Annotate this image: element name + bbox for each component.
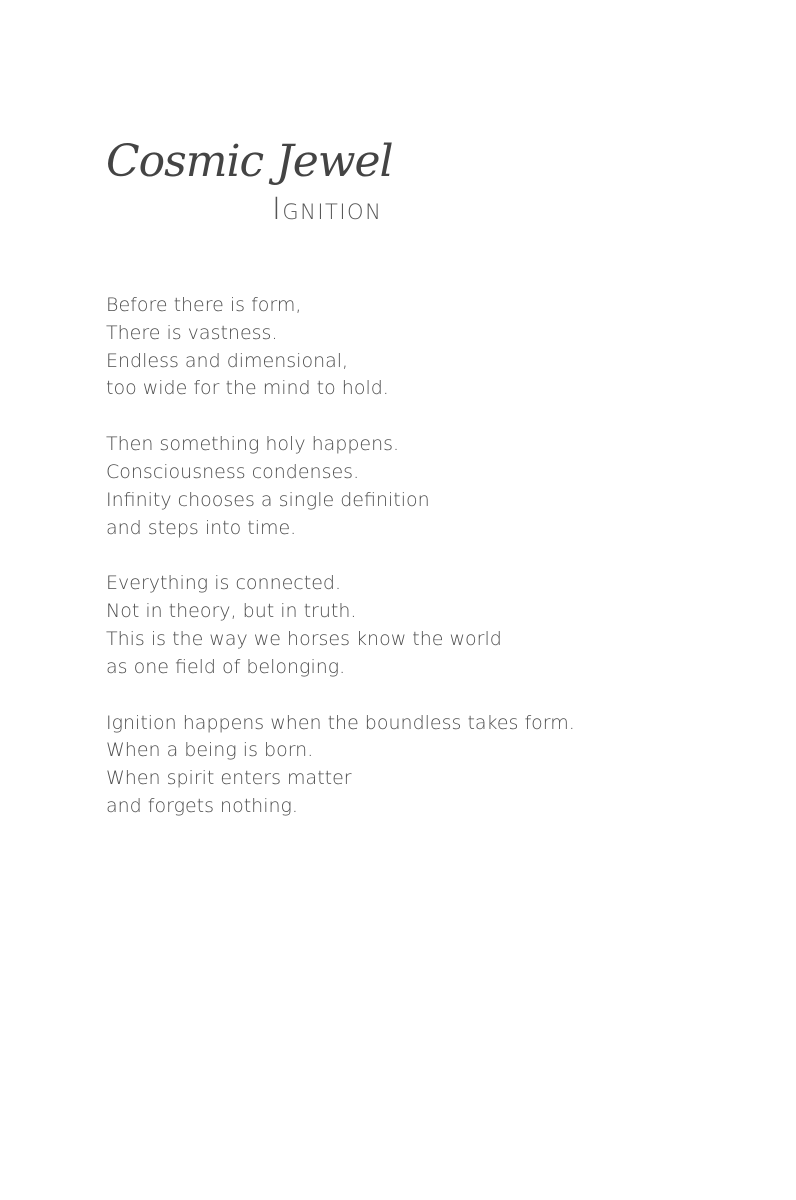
stanza-1 <box>106 292 746 403</box>
poem-line: This is the way we horses know the world <box>106 627 502 650</box>
stanza-3 <box>106 570 746 681</box>
poem-line: Infinity chooses a single definition <box>106 488 430 511</box>
poem-line: Then something holy happens. <box>106 433 400 456</box>
poem-line: too wide for the mind to hold. <box>106 377 389 400</box>
poem-line: When spirit enters matter <box>106 767 352 790</box>
stanza-4 <box>106 710 746 821</box>
stanza-2 <box>106 431 746 542</box>
poem-line: as one field of belonging. <box>106 655 346 678</box>
poem-line: Before there is form, <box>106 294 302 316</box>
poem-line: Consciousness condenses. <box>106 460 360 483</box>
poem-line: Not in theory, but in truth. <box>106 600 357 623</box>
poem-line: and steps into time. <box>106 516 297 539</box>
title-block <box>106 132 526 232</box>
poem-line: Endless and dimensional, <box>106 349 349 372</box>
poem-line: Ignition happens when the boundless takes form. <box>106 711 575 734</box>
subtitle: Ignition <box>272 192 383 227</box>
script-title: Cosmic Jewel <box>106 136 393 187</box>
poem <box>106 292 746 849</box>
poem-line: and forgets nothing. <box>106 794 298 817</box>
poem-line: There is vastness. <box>106 321 278 344</box>
poem-line: Everything is connected. <box>106 572 341 595</box>
poem-line: When a being is born. <box>106 739 314 762</box>
